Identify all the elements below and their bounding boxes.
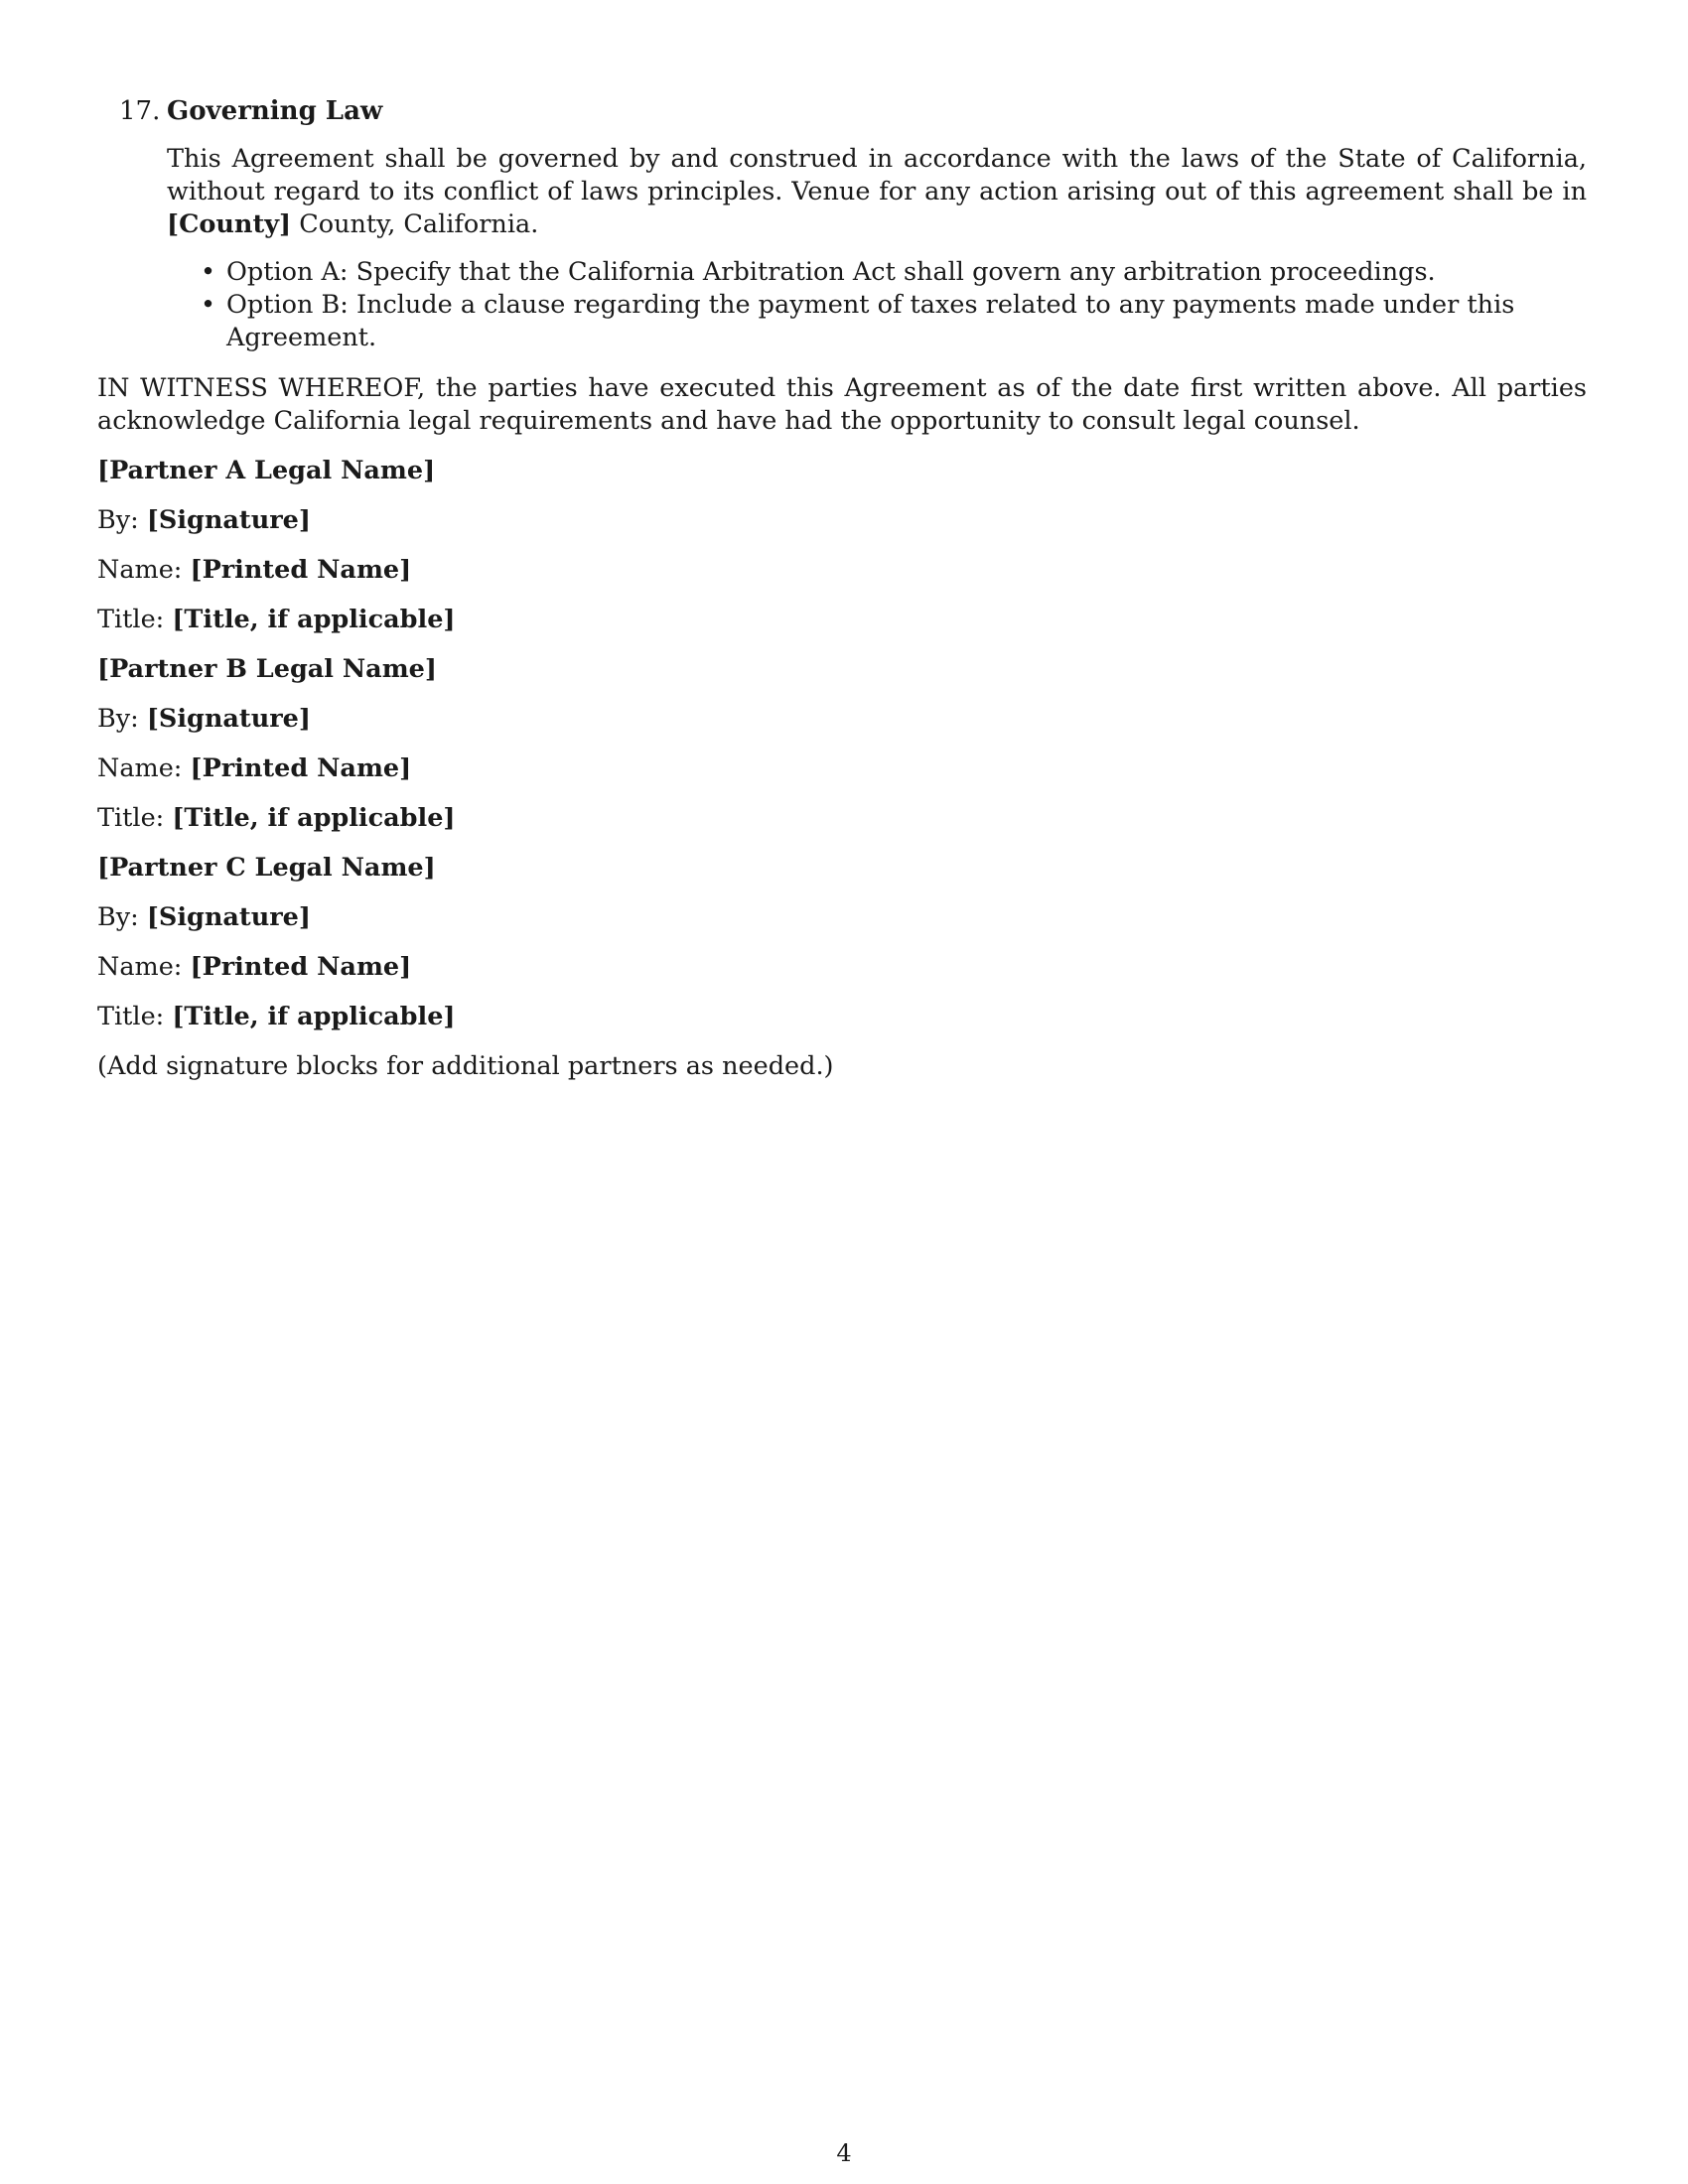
by-label: By: — [97, 902, 139, 932]
page-number: 4 — [836, 2139, 852, 2167]
document-page — [97, 95, 1587, 1083]
signature-line — [97, 703, 1587, 736]
title-line — [97, 1001, 1587, 1033]
party-name: [Partner A Legal Name] — [97, 456, 436, 485]
name-label: Name: — [97, 753, 183, 783]
section-title: Governing Law — [167, 96, 383, 126]
by-label: By: — [97, 505, 139, 535]
title-label: Title: — [97, 1002, 165, 1031]
witness-paragraph: IN WITNESS WHEREOF, the parties have executed this Agreement as of the date first written above. All parties acknowledge California legal requirements and have had the opportunity to consult legal counsel. — [97, 373, 1587, 436]
party-name: [Partner C Legal Name] — [97, 853, 436, 883]
signature-line — [97, 901, 1587, 934]
section-body-text: This Agreement shall be governed by and construed in accordance with the laws of the State of California, without regard to its conflict of laws principles. Venue for any action arising out of this agreement shall be in — [167, 144, 1587, 206]
section-heading — [119, 95, 1587, 128]
printed-name-line — [97, 752, 1587, 785]
title-label: Title: — [97, 605, 165, 634]
title-placeholder: [Title, if applicable] — [172, 1002, 456, 1031]
title-line — [97, 604, 1587, 636]
option-item: • Option A: Specify that the California Arbitration Act shall govern any arbitration proceedings. — [226, 256, 1587, 289]
name-label: Name: — [97, 555, 183, 585]
signature-placeholder: [Signature] — [146, 505, 311, 535]
by-label: By: — [97, 704, 139, 734]
party-name: [Partner B Legal Name] — [97, 654, 437, 684]
option-item: • Option B: Include a clause regarding the payment of taxes related to any payments made under this Agreement. — [226, 289, 1587, 354]
printed-name-placeholder: [Printed Name] — [190, 952, 412, 982]
section-number: 17. — [119, 96, 161, 126]
signature-block — [97, 852, 1587, 1033]
closing-note: (Add signature blocks for additional partners as needed.) — [97, 1051, 834, 1081]
signature-block — [97, 653, 1587, 835]
section-body — [167, 143, 1587, 241]
name-label: Name: — [97, 952, 183, 982]
signature-placeholder: [Signature] — [146, 902, 311, 932]
title-label: Title: — [97, 803, 165, 833]
options-list — [226, 256, 1587, 354]
printed-name-line — [97, 951, 1587, 984]
printed-name-line — [97, 554, 1587, 587]
title-placeholder: [Title, if applicable] — [172, 803, 456, 833]
county-placeholder: [County] — [167, 209, 292, 239]
signature-line — [97, 504, 1587, 537]
section-body-text-end: County, California. — [291, 209, 539, 239]
title-line — [97, 802, 1587, 835]
signature-block — [97, 455, 1587, 636]
title-placeholder: [Title, if applicable] — [172, 605, 456, 634]
printed-name-placeholder: [Printed Name] — [190, 555, 412, 585]
printed-name-placeholder: [Printed Name] — [190, 753, 412, 783]
signature-placeholder: [Signature] — [146, 704, 311, 734]
